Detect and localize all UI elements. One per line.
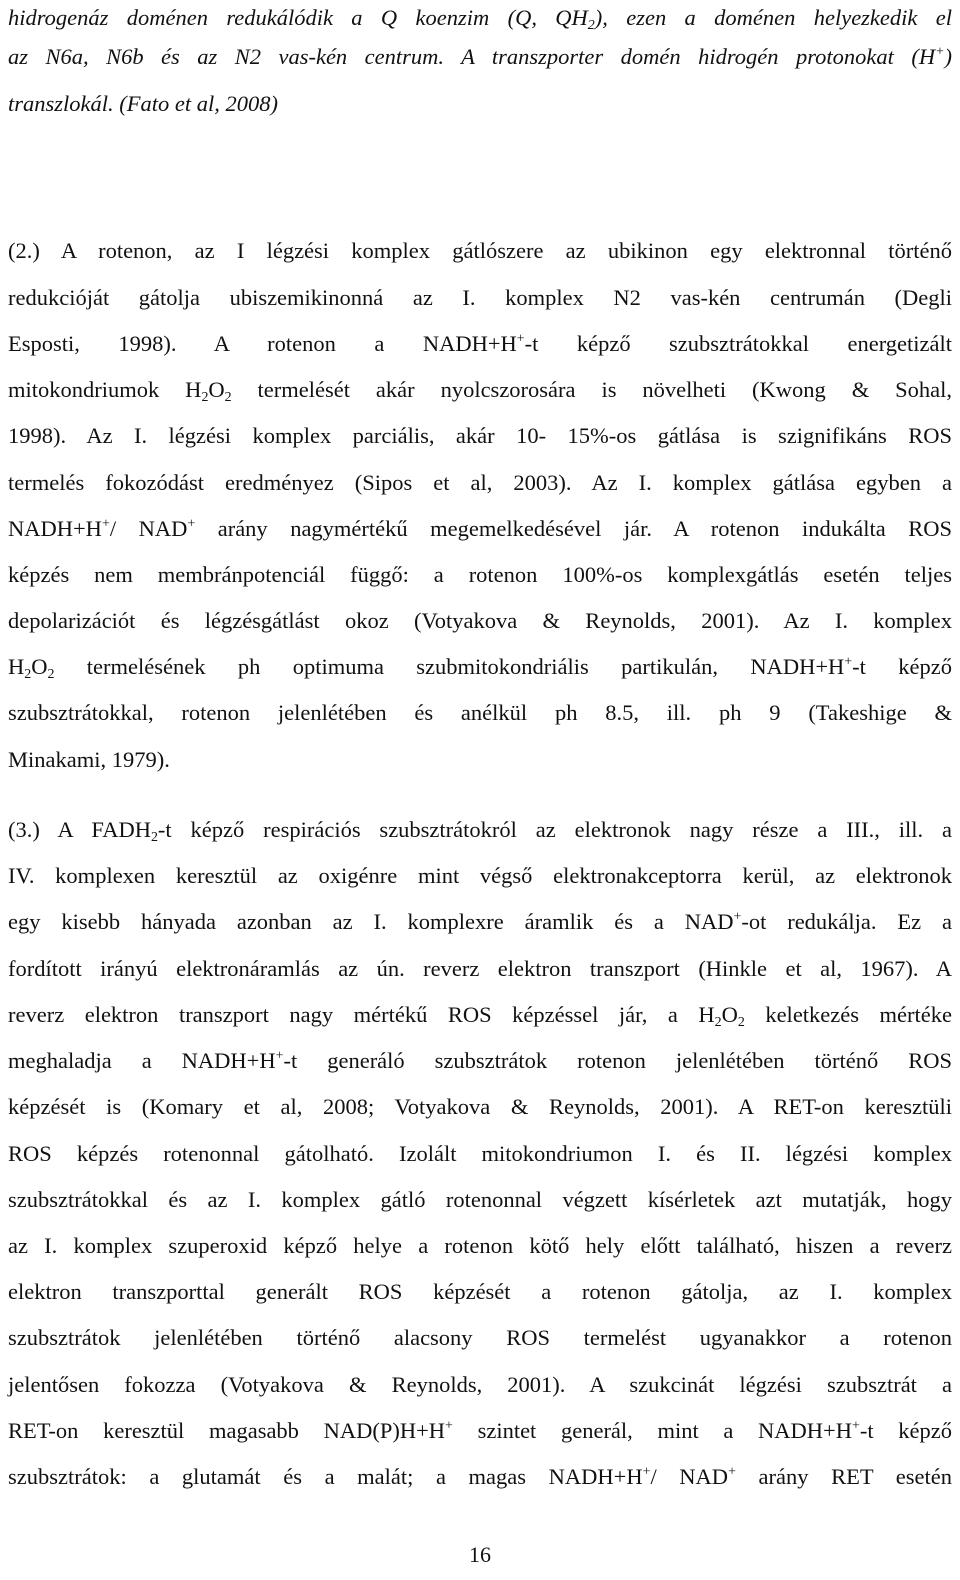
paragraph-line: 1998). Az I. légzési komplex parciális, akár 10- 15%-os gátlása is szignifikáns ROS	[8, 423, 952, 448]
paragraph-line: ROS képzés rotenonnal gátolható. Izolált mitokondriumon I. és II. légzési komplex	[8, 1141, 952, 1166]
paragraph-line: az I. komplex szuperoxid képző helye a rotenon kötő hely előtt található, hiszen a reverz	[8, 1233, 952, 1258]
paragraph-line: mitokondriumok $H_2O_2$ termelését akár nyolcszorosára is növelheti (Kwong & Sohal,	[8, 377, 953, 405]
paragraph-line: NADH+H+/ NAD+ arány nagymértékű megemelkedésével jár. A rotenon indukálta ROS	[8, 516, 952, 541]
paragraph-line: szubsztrátok: a glutamát és a malát; a magas NADH+H+/ NAD+ arány RET esetén	[8, 1464, 953, 1489]
paragraph-line: $H_2O_2$ termelésének ph optimuma szubmitokondriális partikulán, NADH+H+-t képző	[8, 654, 952, 682]
paragraph-line: reverz elektron transzport nagy mértékű ROS képzéssel jár, a $H_2O_2$ keletkezés mértéke	[8, 1002, 952, 1030]
paragraph-line: az N6a, N6b és az N2 vas-kén centrum. A transzporter domén hidrogén protonokat (H+)	[8, 44, 952, 69]
paragraph-line: redukcióját gátolja ubiszemikinonná az I. komplex N2 vas-kén centrumán (Degli	[8, 285, 952, 310]
paragraph-line: képzését is (Komary et al, 2008; Votyakova & Reynolds, 2001). A RET-on keresztüli	[8, 1094, 952, 1119]
paragraph-line: (3.) A $FADH_2-t$ képző respirációs szubsztrátokról az elektronok nagy része a III., ill. a	[8, 817, 953, 845]
paragraph-line: szubsztrátok jelenlétében történő alacsony ROS termelést ugyanakkor a rotenon	[8, 1325, 952, 1350]
paragraph-line: jelentősen fokozza (Votyakova & Reynolds, 2001). A szukcinát légzési szubsztrát a	[8, 1372, 952, 1397]
paragraph-line: transzlokál. (Fato et al, 2008)	[8, 91, 278, 116]
paragraph-line: elektron transzporttal generált ROS képzését a rotenon gátolja, az I. komplex	[8, 1279, 952, 1304]
paragraph-line: szubsztrátokkal és az I. komplex gátló rotenonnal végzett kísérletek azt mutatják, hogy	[8, 1187, 952, 1212]
paragraph-line: egy kisebb hányada azonban az I. komplexre áramlik és a NAD+-ot redukálja. Ez a	[8, 909, 953, 934]
paragraph-line: Minakami, 1979).	[8, 747, 170, 772]
paragraph-line: (2.) A rotenon, az I légzési komplex gátlószere az ubikinon egy elektronnal történő	[8, 238, 952, 263]
paragraph-line: Esposti, 1998). A rotenon a NADH+H+-t képző szubsztrátokkal energetizált	[8, 331, 952, 356]
paragraph-line: RET-on keresztül magasabb NAD(P)H+H+ szintet generál, mint a NADH+H+-t képző	[8, 1418, 952, 1443]
paragraph-line: IV. komplexen keresztül az oxigénre mint végső elektronakceptorra kerül, az elektronok	[8, 863, 952, 888]
paragraph-line: termelés fokozódást eredményez (Sipos et al, 2003). Az I. komplex gátlása egyben a	[8, 470, 952, 495]
paragraph-line: képzés nem membránpotenciál függő: a rotenon 100%-os komplexgátlás esetén teljes	[8, 562, 952, 587]
paragraph-line: depolarizációt és légzésgátlást okoz (Votyakova & Reynolds, 2001). Az I. komplex	[8, 608, 952, 633]
paragraph-line: hidrogenáz doménen redukálódik a Q koenzim (Q, $QH_2$), ezen a doménen helyezkedik el	[8, 5, 952, 33]
paragraph-line: fordított irányú elektronáramlás az ún. reverz elektron transzport (Hinkle et al, 1967). A	[8, 956, 952, 981]
paragraph-line: meghaladja a NADH+H+-t generáló szubsztrátok rotenon jelenlétében történő ROS	[8, 1048, 952, 1073]
page-number: 16	[469, 1542, 491, 1567]
paragraph-line: szubsztrátokkal, rotenon jelenlétében és anélkül ph 8.5, ill. ph 9 (Takeshige &	[8, 700, 952, 725]
